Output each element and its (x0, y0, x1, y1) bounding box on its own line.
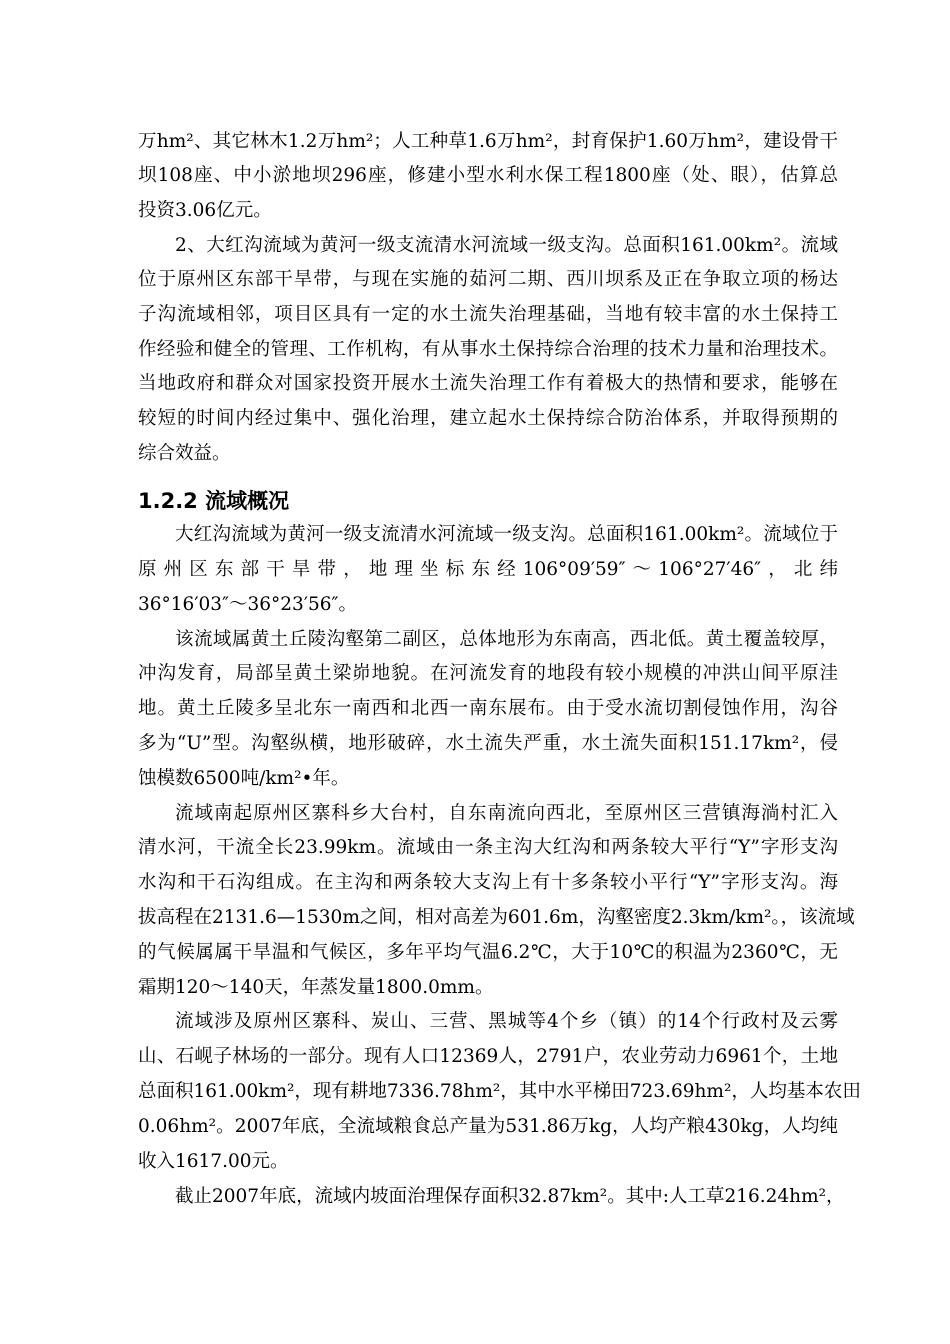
text-line: 拔高程在2131.6—1530m之间，相对高差为601.6m，沟壑密度2.3km/km²。，该流域 (138, 907, 855, 928)
text-line: 万hm²、其它林木1.2万hm²；人工种草1.6万hm²，封育保护1.60万hm²，建设骨干 (138, 131, 838, 152)
section-heading: 1.2.2 流域概况 (138, 489, 290, 513)
text-line: 0.06hm²。2007年底，全流域粮食总产量为531.86万kg，人均产粮430kg，人均纯 (138, 1116, 838, 1137)
text-line: 子沟流域相邻，项目区具有一定的水土流失治理基础，当地有较丰富的水土保持工 (138, 304, 838, 325)
text-line: 霜期120～140天，年蒸发量1800.0mm。 (138, 977, 494, 998)
text-line: 36°16′03″～36°23′56″。 (138, 594, 357, 615)
paragraph-start-line: 2、大红沟流域为黄河一级支流清水河流域一级支沟。总面积161.00km²。流域 (175, 235, 838, 256)
text-line: 的气候属属干旱温和气候区，多年平均气温6.2℃，大于10℃的积温为2360℃，无 (138, 942, 838, 963)
text-line: 作经验和健全的管理、工作机构，有从事水土保持综合治理的技术力量和治理技术。 (138, 339, 838, 360)
paragraph-start-line: 流域涉及原州区寨科、炭山、三营、黑城等4个乡（镇）的14个行政村及云雾 (175, 1011, 838, 1032)
text-line: 投资3.06亿元。 (138, 200, 272, 221)
text-line: 当地政府和群众对国家投资开展水土流失治理工作有着极大的热情和要求，能够在 (138, 373, 838, 394)
text-line: 综合效益。 (138, 443, 231, 464)
text-line: 原州区东部干旱带，地理坐标东经106°09′59″～106°27′46″，北纬 (138, 559, 838, 580)
text-line: 多为“U”型。沟壑纵横，地形破碎，水土流失严重，水土流失面积151.17km²，侵 (138, 733, 838, 754)
paragraph-start-line: 大红沟流域为黄河一级支流清水河流域一级支沟。总面积161.00km²。流域位于 (175, 524, 838, 545)
text-line: 冲沟发育，局部呈黄土梁峁地貌。在河流发育的地段有较小规模的冲洪山间平原洼 (138, 663, 838, 684)
text-line: 坝108座、中小淤地坝296座，修建小型水利水保工程1800座（处、眼），估算总 (138, 165, 838, 186)
paragraph-start-line: 流域南起原州区寨科乡大台村，自东南流向西北，至原州区三营镇海淌村汇入 (175, 803, 838, 824)
paragraph-start-line: 该流域属黄土丘陵沟壑第二副区，总体地形为东南高，西北低。黄土覆盖较厚， (175, 629, 838, 650)
text-line: 清水河，干流全长23.99km。流域由一条主沟大红沟和两条较大平行“Y”字形支沟 (138, 837, 838, 858)
text-line: 较短的时间内经过集中、强化治理，建立起水土保持综合防治体系，并取得预期的 (138, 408, 838, 429)
text-line: 收入1617.00元。 (138, 1151, 289, 1172)
text-line: 地。黄土丘陵多呈北东一南西和北西一南东展布。由于受水流切割侵蚀作用，沟谷 (138, 698, 838, 719)
paragraph-start-line: 截止2007年底，流域内坡面治理保存面积32.87km²。其中:人工草216.24hm²， (175, 1186, 845, 1207)
text-line: 总面积161.00km²，现有耕地7336.78hm²，其中水平梯田723.69hm²，人均基本农田 (138, 1081, 861, 1102)
text-line: 位于原州区东部干旱带，与现在实施的茹河二期、西川坝系及正在争取立项的杨达 (138, 269, 838, 290)
text-line: 山、石岘子林场的一部分。现有人口12369人，2791户，农业劳动力6961个，土地 (138, 1046, 838, 1067)
text-line: 水沟和干石沟组成。在主沟和两条较大支沟上有十多条较小平行“Y”字形支沟。海 (138, 872, 838, 893)
text-line: 蚀模数6500吨/km²•年。 (138, 768, 350, 789)
